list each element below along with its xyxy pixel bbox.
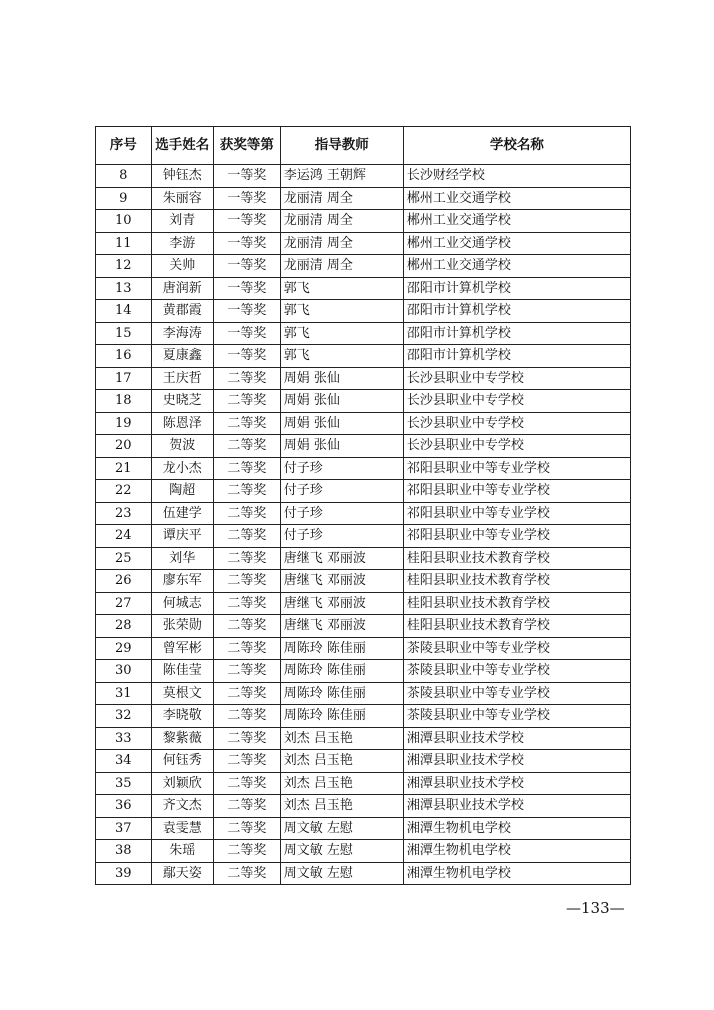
table-row — [96, 660, 631, 683]
teacher-cell: 周娟 张仙 — [280, 435, 403, 458]
school-cell: 茶陵县职业中等专业学校 — [403, 682, 630, 705]
award-cell: 一等奖 — [214, 232, 281, 255]
teacher-cell: 刘杰 吕玉艳 — [280, 795, 403, 818]
award-cell: 一等奖 — [214, 165, 281, 188]
school-cell: 祁阳县职业中等专业学校 — [403, 502, 630, 525]
header-teacher: 指导教师 — [280, 127, 403, 165]
teacher-cell: 周娟 张仙 — [280, 367, 403, 390]
serial-cell: 27 — [96, 592, 152, 615]
table-row — [96, 750, 631, 773]
teacher-cell: 郭飞 — [280, 345, 403, 368]
name-cell: 黎紫薇 — [151, 727, 214, 750]
teacher-cell: 刘杰 吕玉艳 — [280, 750, 403, 773]
award-cell: 二等奖 — [214, 525, 281, 548]
name-cell: 廖东军 — [151, 570, 214, 593]
name-cell: 钟钰杰 — [151, 165, 214, 188]
school-cell: 长沙财经学校 — [403, 165, 630, 188]
award-cell: 二等奖 — [214, 772, 281, 795]
table-row — [96, 682, 631, 705]
serial-cell: 29 — [96, 637, 152, 660]
name-cell: 王庆哲 — [151, 367, 214, 390]
name-cell: 唐润新 — [151, 277, 214, 300]
header-school: 学校名称 — [403, 127, 630, 165]
teacher-cell: 郭飞 — [280, 300, 403, 323]
teacher-cell: 周文敏 左慰 — [280, 862, 403, 885]
name-cell: 袁雯慧 — [151, 817, 214, 840]
school-cell: 茶陵县职业中等专业学校 — [403, 660, 630, 683]
serial-cell: 19 — [96, 412, 152, 435]
table-row — [96, 592, 631, 615]
teacher-cell: 郭飞 — [280, 322, 403, 345]
award-cell: 二等奖 — [214, 795, 281, 818]
name-cell: 龙小杰 — [151, 457, 214, 480]
serial-cell: 34 — [96, 750, 152, 773]
school-cell: 茶陵县职业中等专业学校 — [403, 637, 630, 660]
table-row — [96, 705, 631, 728]
table-row — [96, 390, 631, 413]
name-cell: 黄郡霞 — [151, 300, 214, 323]
award-cell: 一等奖 — [214, 322, 281, 345]
school-cell: 湘潭县职业技术学校 — [403, 750, 630, 773]
table-row — [96, 817, 631, 840]
award-cell: 一等奖 — [214, 187, 281, 210]
name-cell: 齐文杰 — [151, 795, 214, 818]
school-cell: 长沙县职业中专学校 — [403, 367, 630, 390]
serial-cell: 25 — [96, 547, 152, 570]
name-cell: 夏康鑫 — [151, 345, 214, 368]
teacher-cell: 龙丽清 周全 — [280, 210, 403, 233]
header-serial: 序号 — [96, 127, 152, 165]
serial-cell: 18 — [96, 390, 152, 413]
school-cell: 湘潭县职业技术学校 — [403, 795, 630, 818]
serial-cell: 12 — [96, 255, 152, 278]
table-row — [96, 435, 631, 458]
school-cell: 桂阳县职业技术教育学校 — [403, 615, 630, 638]
name-cell: 曾军彬 — [151, 637, 214, 660]
award-cell: 二等奖 — [214, 390, 281, 413]
award-cell: 二等奖 — [214, 660, 281, 683]
table-row — [96, 210, 631, 233]
teacher-cell: 付子珍 — [280, 502, 403, 525]
table-row — [96, 637, 631, 660]
award-cell: 二等奖 — [214, 570, 281, 593]
table-row — [96, 232, 631, 255]
name-cell: 史晓芝 — [151, 390, 214, 413]
teacher-cell: 周陈玲 陈佳丽 — [280, 682, 403, 705]
serial-cell: 32 — [96, 705, 152, 728]
serial-cell: 16 — [96, 345, 152, 368]
teacher-cell: 周陈玲 陈佳丽 — [280, 637, 403, 660]
serial-cell: 20 — [96, 435, 152, 458]
school-cell: 茶陵县职业中等专业学校 — [403, 705, 630, 728]
name-cell: 何钰秀 — [151, 750, 214, 773]
serial-cell: 9 — [96, 187, 152, 210]
school-cell: 湘潭县职业技术学校 — [403, 727, 630, 750]
teacher-cell: 唐继飞 邓丽波 — [280, 547, 403, 570]
serial-cell: 11 — [96, 232, 152, 255]
teacher-cell: 郭飞 — [280, 277, 403, 300]
teacher-cell: 付子珍 — [280, 480, 403, 503]
table-row — [96, 727, 631, 750]
table-row — [96, 322, 631, 345]
teacher-cell: 周娟 张仙 — [280, 390, 403, 413]
award-table — [95, 126, 631, 885]
name-cell: 陶超 — [151, 480, 214, 503]
table-row — [96, 547, 631, 570]
school-cell: 邵阳市计算机学校 — [403, 300, 630, 323]
school-cell: 邵阳市计算机学校 — [403, 345, 630, 368]
teacher-cell: 唐继飞 邓丽波 — [280, 592, 403, 615]
award-cell: 二等奖 — [214, 637, 281, 660]
teacher-cell: 龙丽清 周全 — [280, 187, 403, 210]
school-cell: 湘潭生物机电学校 — [403, 862, 630, 885]
table-row — [96, 795, 631, 818]
teacher-cell: 周娟 张仙 — [280, 412, 403, 435]
name-cell: 谭庆平 — [151, 525, 214, 548]
school-cell: 郴州工业交通学校 — [403, 255, 630, 278]
serial-cell: 28 — [96, 615, 152, 638]
table-row — [96, 277, 631, 300]
serial-cell: 26 — [96, 570, 152, 593]
award-cell: 二等奖 — [214, 682, 281, 705]
serial-cell: 13 — [96, 277, 152, 300]
table-row — [96, 570, 631, 593]
serial-cell: 21 — [96, 457, 152, 480]
award-cell: 二等奖 — [214, 547, 281, 570]
name-cell: 陈佳莹 — [151, 660, 214, 683]
name-cell: 莫根文 — [151, 682, 214, 705]
school-cell: 祁阳县职业中等专业学校 — [403, 480, 630, 503]
school-cell: 邵阳市计算机学校 — [403, 277, 630, 300]
teacher-cell: 周陈玲 陈佳丽 — [280, 705, 403, 728]
table-row — [96, 525, 631, 548]
teacher-cell: 周文敏 左慰 — [280, 840, 403, 863]
table-row — [96, 367, 631, 390]
school-cell: 长沙县职业中专学校 — [403, 412, 630, 435]
table-row — [96, 502, 631, 525]
serial-cell: 38 — [96, 840, 152, 863]
award-cell: 二等奖 — [214, 840, 281, 863]
teacher-cell: 周陈玲 陈佳丽 — [280, 660, 403, 683]
school-cell: 桂阳县职业技术教育学校 — [403, 592, 630, 615]
name-cell: 陈恩泽 — [151, 412, 214, 435]
school-cell: 湘潭县职业技术学校 — [403, 772, 630, 795]
table-header — [96, 127, 631, 165]
name-cell: 李晓敬 — [151, 705, 214, 728]
award-cell: 二等奖 — [214, 480, 281, 503]
table-row — [96, 345, 631, 368]
serial-cell: 30 — [96, 660, 152, 683]
award-cell: 一等奖 — [214, 345, 281, 368]
teacher-cell: 龙丽清 周全 — [280, 232, 403, 255]
award-cell: 一等奖 — [214, 277, 281, 300]
header-row — [96, 127, 631, 165]
award-cell: 二等奖 — [214, 412, 281, 435]
school-cell: 长沙县职业中专学校 — [403, 390, 630, 413]
table-row — [96, 165, 631, 188]
table-row — [96, 255, 631, 278]
table-row — [96, 412, 631, 435]
table-row — [96, 772, 631, 795]
serial-cell: 23 — [96, 502, 152, 525]
award-cell: 二等奖 — [214, 435, 281, 458]
school-cell: 长沙县职业中专学校 — [403, 435, 630, 458]
school-cell: 祁阳县职业中等专业学校 — [403, 525, 630, 548]
teacher-cell: 李运鸿 王朝辉 — [280, 165, 403, 188]
award-cell: 二等奖 — [214, 615, 281, 638]
serial-cell: 39 — [96, 862, 152, 885]
teacher-cell: 付子珍 — [280, 457, 403, 480]
school-cell: 郴州工业交通学校 — [403, 210, 630, 233]
school-cell: 郴州工业交通学校 — [403, 232, 630, 255]
serial-cell: 35 — [96, 772, 152, 795]
name-cell: 贺波 — [151, 435, 214, 458]
table-row — [96, 862, 631, 885]
name-cell: 伍建学 — [151, 502, 214, 525]
name-cell: 刘青 — [151, 210, 214, 233]
award-cell: 二等奖 — [214, 727, 281, 750]
school-cell: 邵阳市计算机学校 — [403, 322, 630, 345]
serial-cell: 22 — [96, 480, 152, 503]
name-cell: 关帅 — [151, 255, 214, 278]
header-name: 选手姓名 — [151, 127, 214, 165]
award-cell: 二等奖 — [214, 817, 281, 840]
serial-cell: 31 — [96, 682, 152, 705]
serial-cell: 15 — [96, 322, 152, 345]
award-cell: 二等奖 — [214, 750, 281, 773]
award-cell: 二等奖 — [214, 862, 281, 885]
table-row — [96, 300, 631, 323]
table-row — [96, 840, 631, 863]
name-cell: 朱瑶 — [151, 840, 214, 863]
name-cell: 鄢天姿 — [151, 862, 214, 885]
name-cell: 李海涛 — [151, 322, 214, 345]
page-number: —133— — [566, 899, 625, 917]
teacher-cell: 唐继飞 邓丽波 — [280, 615, 403, 638]
table-body — [96, 165, 631, 885]
teacher-cell: 刘杰 吕玉艳 — [280, 772, 403, 795]
name-cell: 刘颖欣 — [151, 772, 214, 795]
table-row — [96, 187, 631, 210]
school-cell: 湘潭生物机电学校 — [403, 817, 630, 840]
serial-cell: 33 — [96, 727, 152, 750]
serial-cell: 14 — [96, 300, 152, 323]
school-cell: 祁阳县职业中等专业学校 — [403, 457, 630, 480]
serial-cell: 24 — [96, 525, 152, 548]
award-cell: 二等奖 — [214, 592, 281, 615]
school-cell: 桂阳县职业技术教育学校 — [403, 570, 630, 593]
teacher-cell: 付子珍 — [280, 525, 403, 548]
teacher-cell: 刘杰 吕玉艳 — [280, 727, 403, 750]
school-cell: 郴州工业交通学校 — [403, 187, 630, 210]
serial-cell: 8 — [96, 165, 152, 188]
award-cell: 一等奖 — [214, 300, 281, 323]
award-cell: 一等奖 — [214, 210, 281, 233]
name-cell: 朱丽容 — [151, 187, 214, 210]
serial-cell: 36 — [96, 795, 152, 818]
teacher-cell: 周文敏 左慰 — [280, 817, 403, 840]
header-award: 获奖等第 — [214, 127, 281, 165]
table-row — [96, 615, 631, 638]
name-cell: 刘华 — [151, 547, 214, 570]
school-cell: 湘潭生物机电学校 — [403, 840, 630, 863]
table-row — [96, 480, 631, 503]
serial-cell: 37 — [96, 817, 152, 840]
serial-cell: 17 — [96, 367, 152, 390]
award-cell: 二等奖 — [214, 367, 281, 390]
serial-cell: 10 — [96, 210, 152, 233]
award-cell: 二等奖 — [214, 502, 281, 525]
award-cell: 一等奖 — [214, 255, 281, 278]
school-cell: 桂阳县职业技术教育学校 — [403, 547, 630, 570]
name-cell: 李游 — [151, 232, 214, 255]
award-cell: 二等奖 — [214, 457, 281, 480]
award-cell: 二等奖 — [214, 705, 281, 728]
table-row — [96, 457, 631, 480]
teacher-cell: 龙丽清 周全 — [280, 255, 403, 278]
name-cell: 张荣勋 — [151, 615, 214, 638]
teacher-cell: 唐继飞 邓丽波 — [280, 570, 403, 593]
name-cell: 何城志 — [151, 592, 214, 615]
